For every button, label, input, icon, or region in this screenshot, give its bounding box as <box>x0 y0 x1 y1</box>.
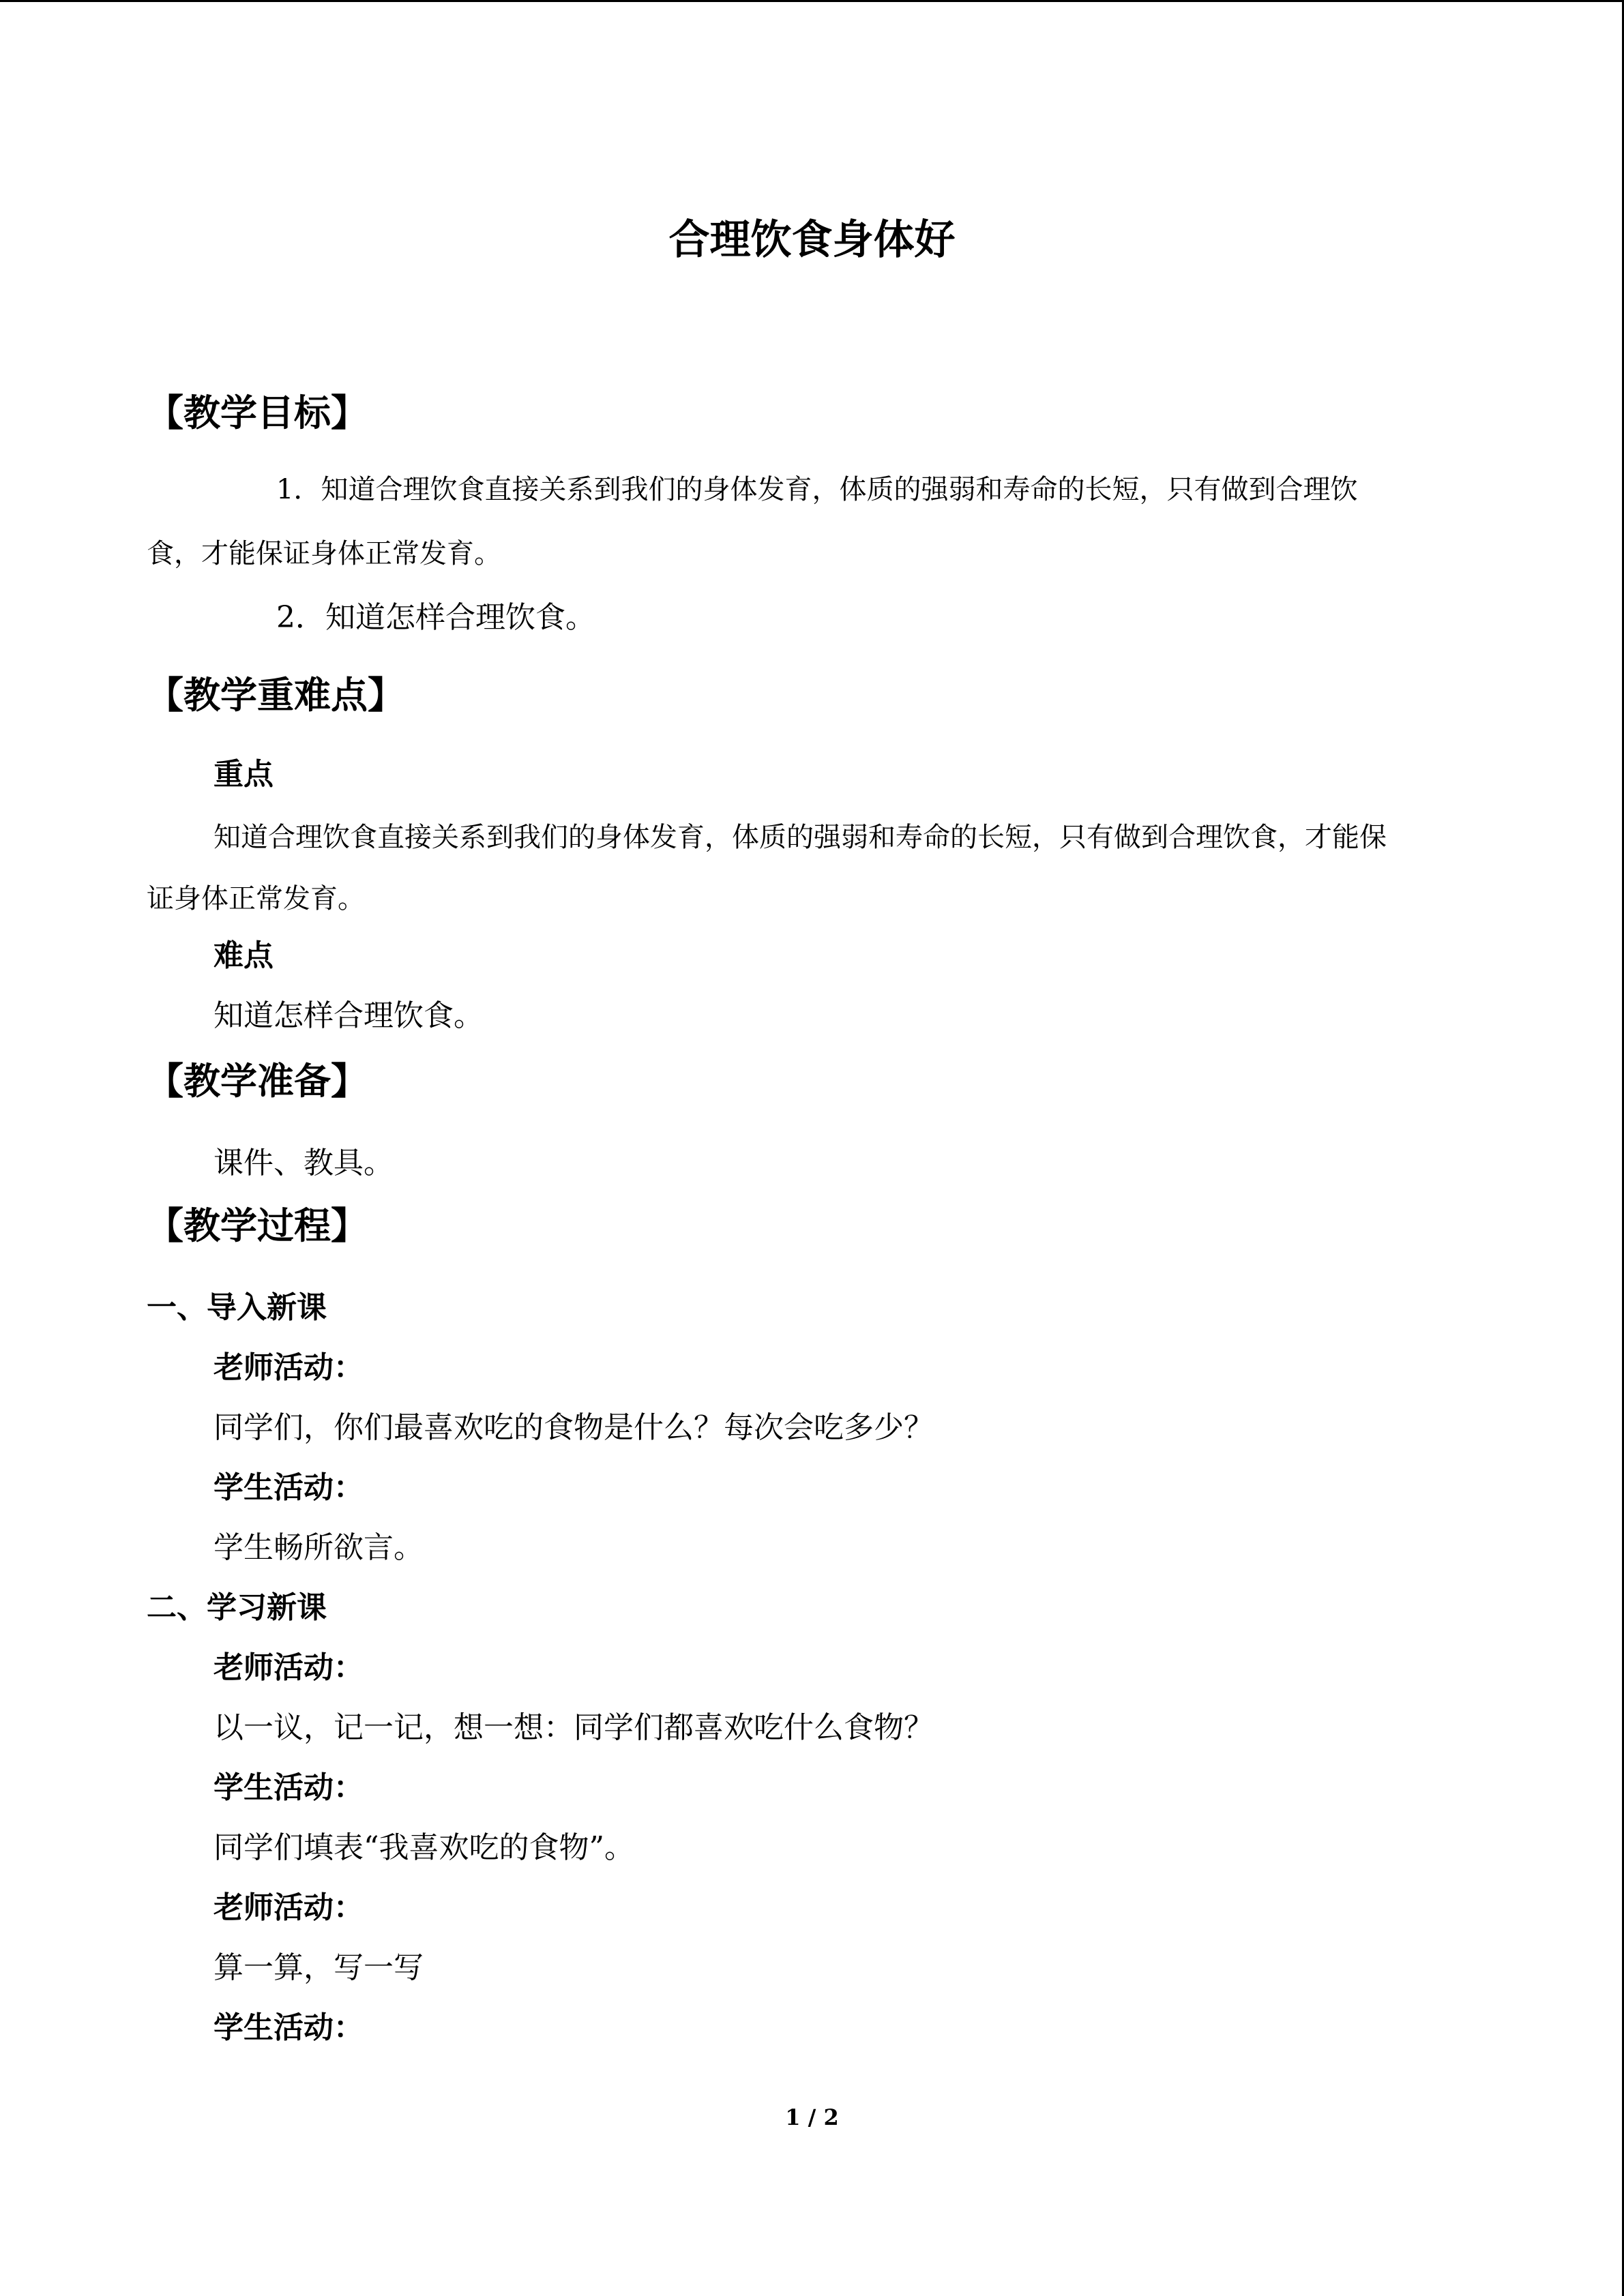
part-1-teacher-label: 老师活动： <box>213 1350 364 1385</box>
focus-text-line-2: 证身体正常发育。 <box>147 883 365 914</box>
part-2-heading: 二、学习新课 <box>147 1590 327 1625</box>
part-2-teacher-text-2: 算一算，写一写 <box>213 1950 424 1985</box>
preparation-heading: 【教学准备】 <box>147 1059 368 1103</box>
part-2-teacher-label-2: 老师活动： <box>213 1890 364 1925</box>
difficulty-text: 知道怎样合理饮食。 <box>213 998 484 1033</box>
part-2-teacher-text-1: 以一议，记一记，想一想：同学们都喜欢吃什么食物？ <box>213 1710 934 1745</box>
part-2-teacher-label-1: 老师活动： <box>213 1650 364 1685</box>
objective-2: 2．知道怎样合理饮食。 <box>276 600 595 635</box>
preparation-text: 课件、教具。 <box>213 1146 394 1180</box>
objective-1-line-1: 1．知道合理饮食直接关系到我们的身体发育，体质的强弱和寿命的长短，只有做到合理饮 <box>276 474 1358 505</box>
document-title: 合理饮食身体好 <box>668 216 956 264</box>
difficulty-label: 难点 <box>213 938 274 973</box>
part-2-student-text-1: 同学们填表“我喜欢吃的食物”。 <box>213 1830 634 1865</box>
key-points-heading: 【教学重难点】 <box>147 673 404 717</box>
process-heading: 【教学过程】 <box>147 1204 368 1247</box>
focus-label: 重点 <box>213 757 274 792</box>
page-number: 1 / 2 <box>785 2104 839 2130</box>
objectives-heading: 【教学目标】 <box>147 391 368 434</box>
part-1-teacher-text: 同学们，你们最喜欢吃的食物是什么？每次会吃多少？ <box>213 1410 934 1445</box>
part-1-student-label: 学生活动： <box>213 1470 364 1505</box>
part-1-student-text: 学生畅所欲言。 <box>213 1530 424 1565</box>
objective-1-line-2: 食，才能保证身体正常发育。 <box>147 538 501 569</box>
part-2-student-label-1: 学生活动： <box>213 1770 364 1805</box>
part-2-student-label-2: 学生活动： <box>213 2010 364 2045</box>
part-1-heading: 一、导入新课 <box>147 1290 327 1325</box>
focus-text-line-1: 知道合理饮食直接关系到我们的身体发育，体质的强弱和寿命的长短，只有做到合理饮食，才能保 <box>213 822 1387 853</box>
